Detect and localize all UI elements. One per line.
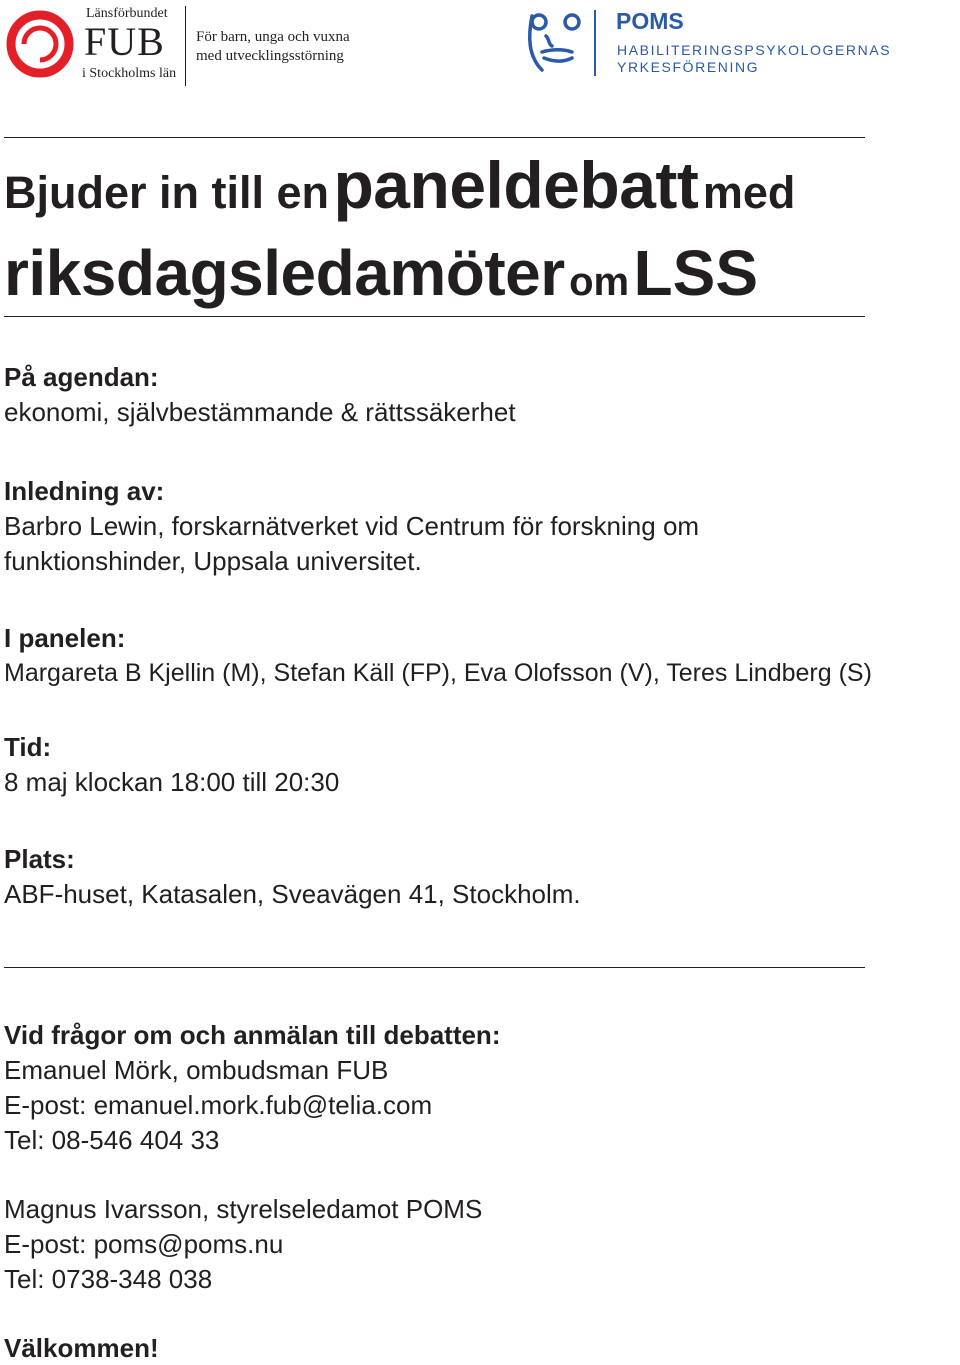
panel-section <box>4 621 872 691</box>
poms-logo <box>524 6 892 78</box>
agenda-label: På agendan: <box>4 362 159 392</box>
fub-line-bottom: i Stockholms län <box>82 66 177 81</box>
headline-part-paneldebatt: paneldebatt <box>333 148 699 222</box>
intro-label: Inledning av: <box>4 476 165 506</box>
agenda-section <box>4 360 516 430</box>
fub-tagline-2: med utvecklingsstörning <box>196 48 344 64</box>
agenda-text: ekonomi, självbestämmande & rättssäkerhet <box>4 397 516 427</box>
intro-line-1: Barbro Lewin, forskarnätverket vid Centrum för forskning om <box>4 511 700 541</box>
contact-section-2 <box>4 1192 482 1297</box>
intro-line-2: funktionshinder, Uppsala universitet. <box>4 546 422 576</box>
place-section <box>4 842 581 912</box>
divider-contact <box>4 967 865 968</box>
closing-text: Välkommen! <box>4 1333 159 1363</box>
headline-part-om: om <box>569 260 630 304</box>
fub-tagline <box>196 28 350 66</box>
place-label: Plats: <box>4 844 75 874</box>
poms-face-icon <box>524 6 588 76</box>
poms-name: POMS <box>616 8 684 34</box>
contact-1-phone: Tel: 08-546 404 33 <box>4 1125 220 1155</box>
contact-1-name: Emanuel Mörk, ombudsman FUB <box>4 1055 389 1085</box>
fub-name: FUB <box>84 19 165 64</box>
fub-logo <box>4 4 374 84</box>
poms-divider <box>594 10 596 76</box>
time-text: 8 maj klockan 18:00 till 20:30 <box>4 767 340 797</box>
headline-part-med: med <box>702 167 796 218</box>
headline-part-lss: LSS <box>633 237 758 309</box>
divider-headline <box>4 316 865 317</box>
poms-subtitle-1: HABILITERINGSPSYKOLOGERNAS <box>617 42 892 58</box>
fub-divider <box>185 6 186 86</box>
panel-label: I panelen: <box>4 623 126 653</box>
intro-section <box>4 474 699 579</box>
headline-line-1 <box>4 150 795 220</box>
contact-1-email: E-post: emanuel.mork.fub@telia.com <box>4 1090 433 1120</box>
fub-tagline-1: För barn, unga och vuxna <box>196 29 350 45</box>
fub-ring-icon <box>4 8 76 80</box>
contact-2-name: Magnus Ivarsson, styrelseledamot POMS <box>4 1194 483 1224</box>
poms-subtitle-2: YRKESFÖRENING <box>617 59 760 75</box>
contact-2-phone: Tel: 0738-348 038 <box>4 1264 213 1294</box>
panel-names: Margareta B Kjellin (M), Stefan Käll (FP), Eva Olofsson (V), Teres Lindberg (S) <box>4 659 872 687</box>
fub-line-top: Länsförbundet <box>86 6 168 21</box>
contact-section <box>4 1018 500 1158</box>
contact-heading: Vid frågor om och anmälan till debatten: <box>4 1020 501 1050</box>
time-section <box>4 730 339 800</box>
headline-line-2 <box>4 238 758 308</box>
headline-part-riksdagsledamoter: riksdagsledamöter <box>4 237 565 309</box>
time-label: Tid: <box>4 732 52 762</box>
closing-section <box>4 1331 159 1365</box>
contact-2-email: E-post: poms@poms.nu <box>4 1229 284 1259</box>
place-text: ABF-huset, Katasalen, Sveavägen 41, Stockholm. <box>4 879 581 909</box>
headline-part-invite: Bjuder in till en <box>4 167 330 218</box>
divider-top <box>4 137 865 138</box>
